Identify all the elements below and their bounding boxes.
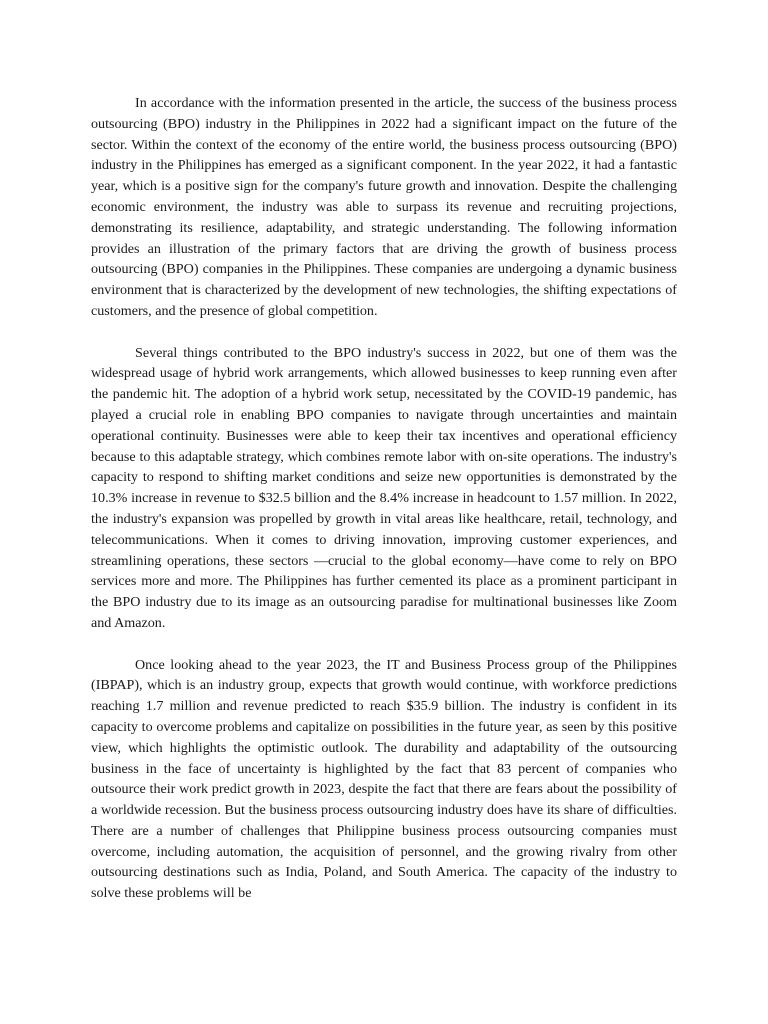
document-page xyxy=(91,93,677,925)
paragraph-hybrid-work: Several things contributed to the BPO industry's success in 2022, but one of them was the widespread usage of hybrid work arrangements, which allowed businesses to keep running even after the pandemic hit. The adoption of a hybrid work setup, necessitated by the COVID-19 pandemic, has played a crucial role in enabling BPO companies to navigate through uncertainties and maintain operational continuity. Businesses were able to keep their tax incentives and operational efficiency because to this adaptable strategy, which combines remote labor with on-site operations. The industry's capacity to respond to shifting market conditions and seize new opportunities is demonstrated by the 10.3% increase in revenue to $32.5 billion and the 8.4% increase in headcount to 1.57 million. In 2022, the industry's expansion was propelled by growth in vital areas like healthcare, retail, technology, and telecommunications. When it comes to driving innovation, improving customer experiences, and streamlining operations, these sectors —crucial to the global economy—have come to rely on BPO services more and more. The Philippines has further cemented its place as a prominent participant in the BPO industry due to its image as an outsourcing paradise for multinational businesses like Zoom and Amazon. xyxy=(91,344,677,631)
paragraph-2022-success: In accordance with the information presented in the article, the success of the business process outsourcing (BPO) industry in the Philippines in 2022 had a significant impact on the future of the sector. Within the context of the economy of the entire world, the business process outsourcing (BPO) industry in the Philippines has emerged as a significant component. In the year 2022, it had a fantastic year, which is a positive sign for the company's future growth and innovation. Despite the challenging economic environment, the industry was able to surpass its revenue and recruiting projections, demonstrating its resilience, adaptability, and strategic understanding. The following information provides an illustration of the primary factors that are driving the growth of business process outsourcing (BPO) companies in the Philippines. These companies are undergoing a dynamic business environment that is characterized by the development of new technologies, the shifting expectations of customers, and the presence of global competition. xyxy=(91,95,677,319)
paragraph-2023-outlook: Once looking ahead to the year 2023, the IT and Business Process group of the Philippines (IBPAP), which is an industry group, expects that growth would continue, with workforce predictions reaching 1.7 million and revenue predicted to reach $35.9 billion. The industry is confident in its capacity to overcome problems and capitalize on possibilities in the future year, as seen by this positive view, which highlights the optimistic outlook. The durability and adaptability of the outsourcing business in the face of uncertainty is highlighted by the fact that 83 percent of companies who outsource their work predict growth in 2023, despite the fact that there are fears about the possibility of a worldwide recession. But the business process outsourcing industry does have its share of difficulties. There are a number of challenges that Philippine business process outsourcing companies must overcome, including automation, the acquisition of personnel, and the growing rivalry from other outsourcing destinations such as India, Poland, and South America. The capacity of the industry to solve these problems will be xyxy=(91,656,677,902)
